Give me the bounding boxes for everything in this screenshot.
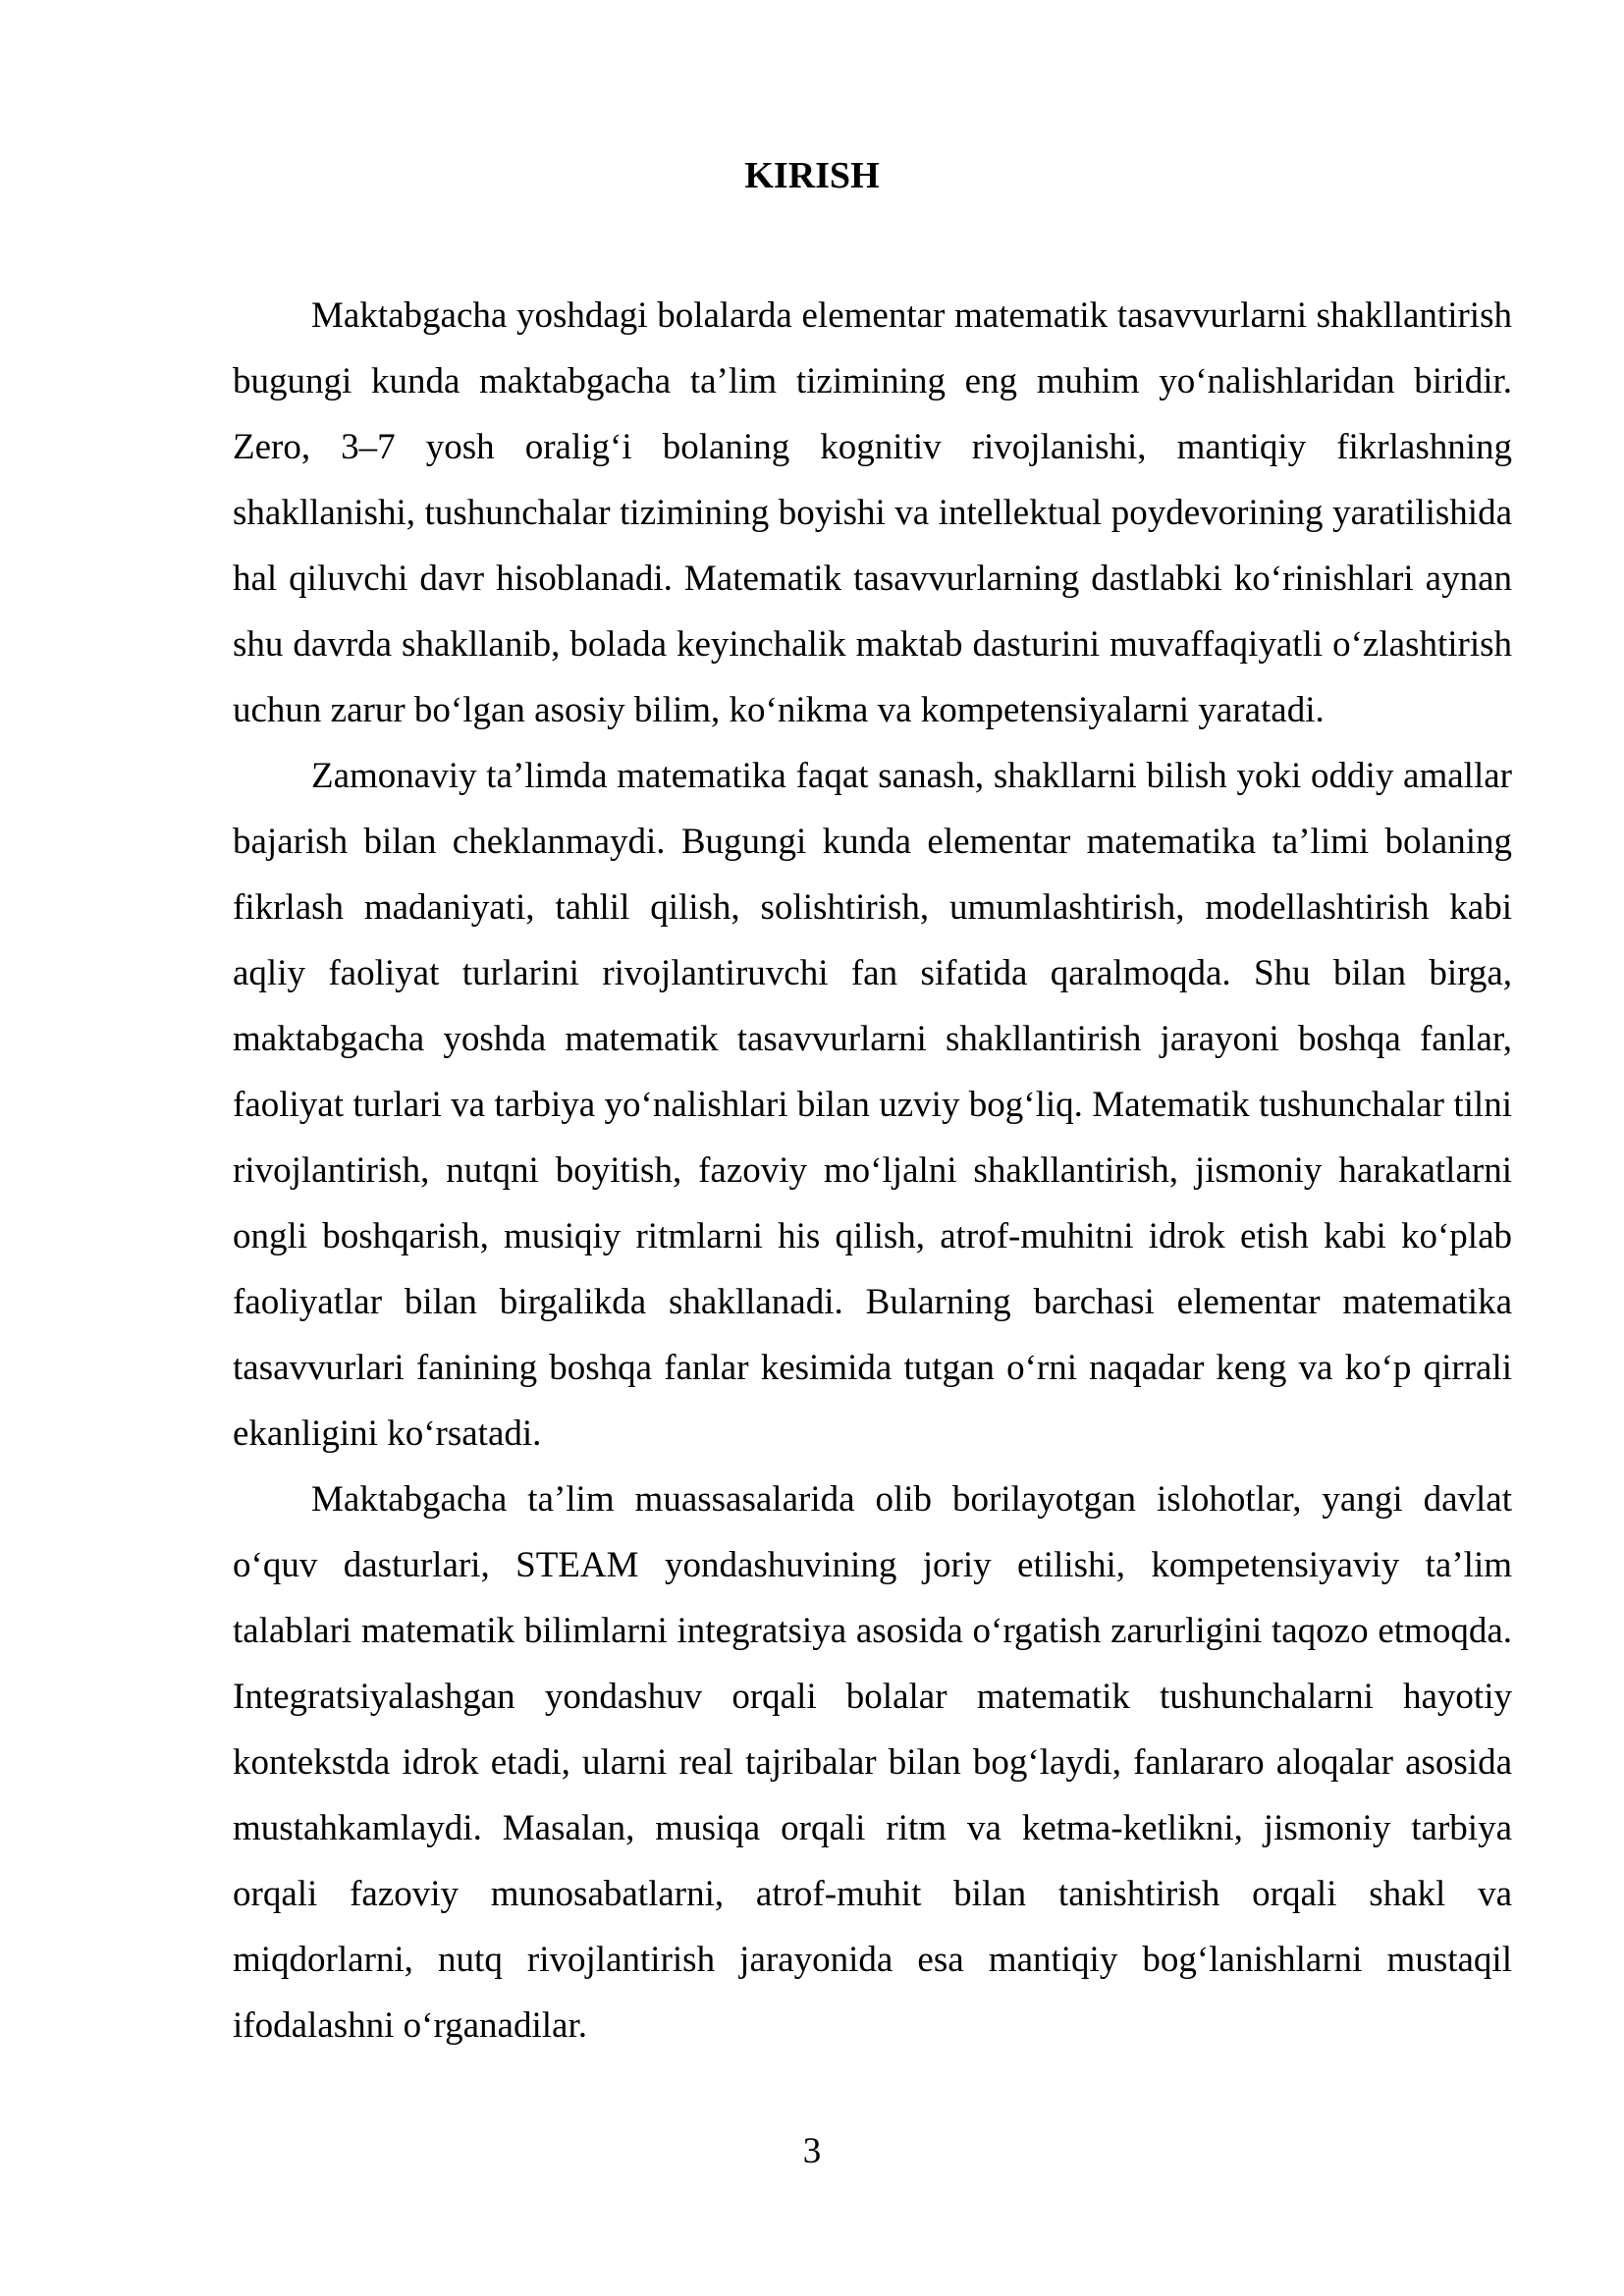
page-number: 3 bbox=[802, 2131, 822, 2171]
body-text bbox=[233, 283, 1512, 2058]
paragraph-2: Zamonaviy ta’limda matematika faqat sanash, shakllarni bilish yoki oddiy amallar bajarish bilan cheklanmaydi. Bugungi kunda elementar matematika ta’limi bolaning fikrlash madaniyati, tahlil qilish, solishtirish, umumlashtirish, modellashtirish kabi aqliy faoliyat turlarini rivojlantiruvchi fan sifatida qaralmoqda. Shu bilan birga, maktabgacha yoshda matematik tasavvurlarni shakllantirish jarayoni boshqa fanlar, faoliyat turlari va tarbiya yo‘nalishlari bilan uzviy bog‘liq. Matematik tushunchalar tilni rivojlantirish, nutqni boyitish, fazoviy mo‘ljalni shakllantirish, jismoniy harakatlarni ongli boshqarish, musiqiy ritmlarni his qilish, atrof-muhitni idrok etish kabi ko‘plab faoliyatlar bilan birgalikda shakllanadi. Bularning barchasi elementar matematika tasavvurlari fanining boshqa fanlar kesimida tutgan o‘rni naqadar keng va ko‘p qirrali ekanligini ko‘rsatadi. bbox=[233, 756, 1512, 1454]
paragraph-3: Maktabgacha ta’lim muassasalarida olib borilayotgan islohotlar, yangi davlat o‘quv dasturlari, STEAM yondashuvining joriy etilishi, kompetensiyaviy ta’lim talablari matematik bilimlarni integratsiya asosida o‘rgatish zarurligini taqozo etmoqda. Integratsiyalashgan yondashuv orqali bolalar matematik tushunchalarni hayotiy kontekstda idrok etadi, ularni real tajribalar bilan bog‘laydi, fanlararo aloqalar asosida mustahkamlaydi. Masalan, musiqa orqali ritm va ketma-ketlikni, jismoniy tarbiya orqali fazoviy munosabatlarni, atrof-muhit bilan tanishtirish orqali shakl va miqdorlarni, nutq rivojlantirish jarayonida esa mantiqiy bog‘lanishlarni mustaqil ifodalashni o‘rganadilar. bbox=[233, 1479, 1512, 2046]
section-heading: KIRISH bbox=[744, 155, 880, 196]
paragraph-1: Maktabgacha yoshdagi bolalarda elementar matematik tasavvurlarni shakllantirish bugungi kunda maktabgacha ta’lim tizimining eng muhim yo‘nalishlaridan biridir. Zero, 3–7 yosh oralig‘i bolaning kognitiv rivojlanishi, mantiqiy fikrlashning shakllanishi, tushunchalar tizimining boyishi va intellektual poydevorining yaratilishida hal qiluvchi davr hisoblanadi. Matematik tasavvurlarning dastlabki ko‘rinishlari aynan shu davrda shakllanib, bolada keyinchalik maktab dasturini muvaffaqiyatli o‘zlashtirish uchun zarur bo‘lgan asosiy bilim, ko‘nikma va kompetensiyalarni yaratadi. bbox=[233, 295, 1512, 730]
